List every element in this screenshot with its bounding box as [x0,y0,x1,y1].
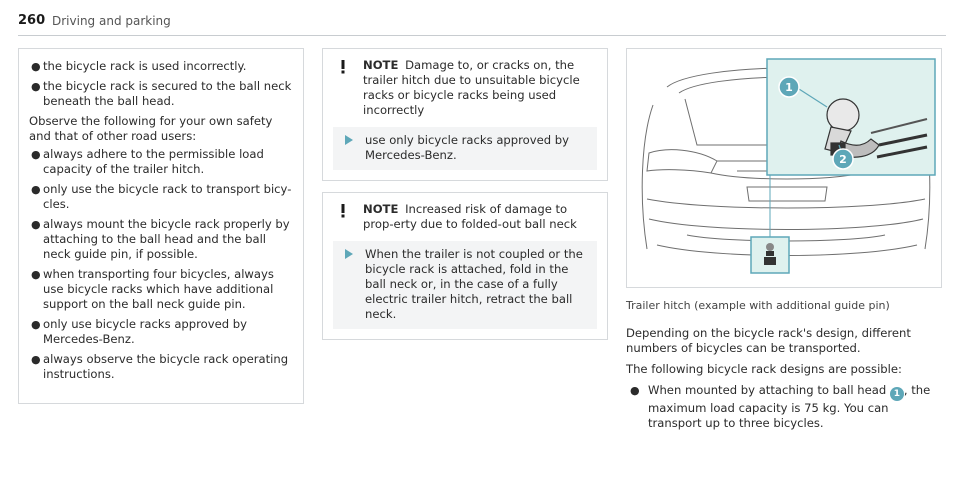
note-heading [323,49,607,127]
callout-2-label: 2 [839,153,847,166]
bicycle-rack-text [626,326,942,431]
section-title: Driving and parking [52,14,171,28]
note-heading [323,193,607,241]
note-text: Damage to, or cracks on, the trailer hitch due to unsuitable bicycle racks or bicycle racks being used incorrectly [363,58,580,117]
bullet-icon: ● [630,384,640,397]
note-action [333,241,597,329]
page-header [18,4,946,36]
bullet-list-observe [29,147,293,382]
list-item: ● only use bicycle racks approved by Mercedes-Benz. [31,317,248,346]
bullet-icon: ● [31,80,41,93]
page-number: 260 [18,13,46,28]
arrow-right-icon [344,249,354,259]
figure-caption: Trailer hitch (example with additional guide pin) [626,299,890,312]
trailer-hitch-figure [626,48,942,288]
warning-icon [334,58,352,75]
bullet-icon: ● [31,353,41,366]
callout-1-badge: 1 [890,387,904,401]
notes-column [322,48,608,351]
bullet-icon: ● [31,183,41,196]
arrow-right-icon [344,135,354,145]
note-box-damage [322,48,608,181]
note-action-text: When the trailer is not coupled or the bicycle rack is attached, fold in the ball neck or, in the case of a fully electric trailer hitch, retract the ball neck. [365,247,583,321]
list-item: ● When mounted by attaching to ball head 1 , the maximum load capacity is 75 kg. You can transport up to three bicycles. [630,383,931,430]
bullet-icon: ● [31,60,41,73]
note-box-ball-neck [322,192,608,340]
safety-info-box [18,48,304,404]
car-rear-illustration [627,49,942,288]
note-action [333,127,597,170]
list-item: ● when transporting four bicycles, always use bicycle racks which have additional support on the ball neck guide pin. [31,267,274,311]
list-item: ● always observe the bicycle rack operating instructions. [31,352,289,381]
callout-1-label: 1 [785,81,793,94]
note-action-text: use only bicycle racks approved by Mercedes-Benz. [365,133,570,162]
list-item: ● always mount the bicycle rack properly by attaching to the ball head and the ball neck guide pin, if possible. [31,217,290,261]
bullet-list-top [29,59,293,109]
bullet-icon: ● [31,318,41,331]
note-label: NOTE [363,202,399,216]
list-item: ● the bicycle rack is secured to the ball neck beneath the ball head. [31,79,292,108]
paragraph: The following bicycle rack designs are possible: [626,362,902,376]
list-item: ● the bicycle rack is used incorrectly. [31,59,247,73]
design-list [626,383,942,431]
bullet-icon: ● [31,148,41,161]
warning-icon [334,202,352,219]
paragraph: Depending on the bicycle rack's design, different numbers of bicycles can be transported. [626,326,911,355]
note-label: NOTE [363,58,399,72]
list-item: ● only use the bicycle rack to transport bicy-cles. [31,182,292,211]
bullet-icon: ● [31,268,41,281]
note-text: Increased risk of damage to prop-erty due to folded-out ball neck [363,202,577,231]
list-item: ● always adhere to the permissible load capacity of the trailer hitch. [31,147,264,176]
observe-paragraph: Observe the following for your own safety and that of other road users: [29,114,273,143]
bullet-icon: ● [31,218,41,231]
